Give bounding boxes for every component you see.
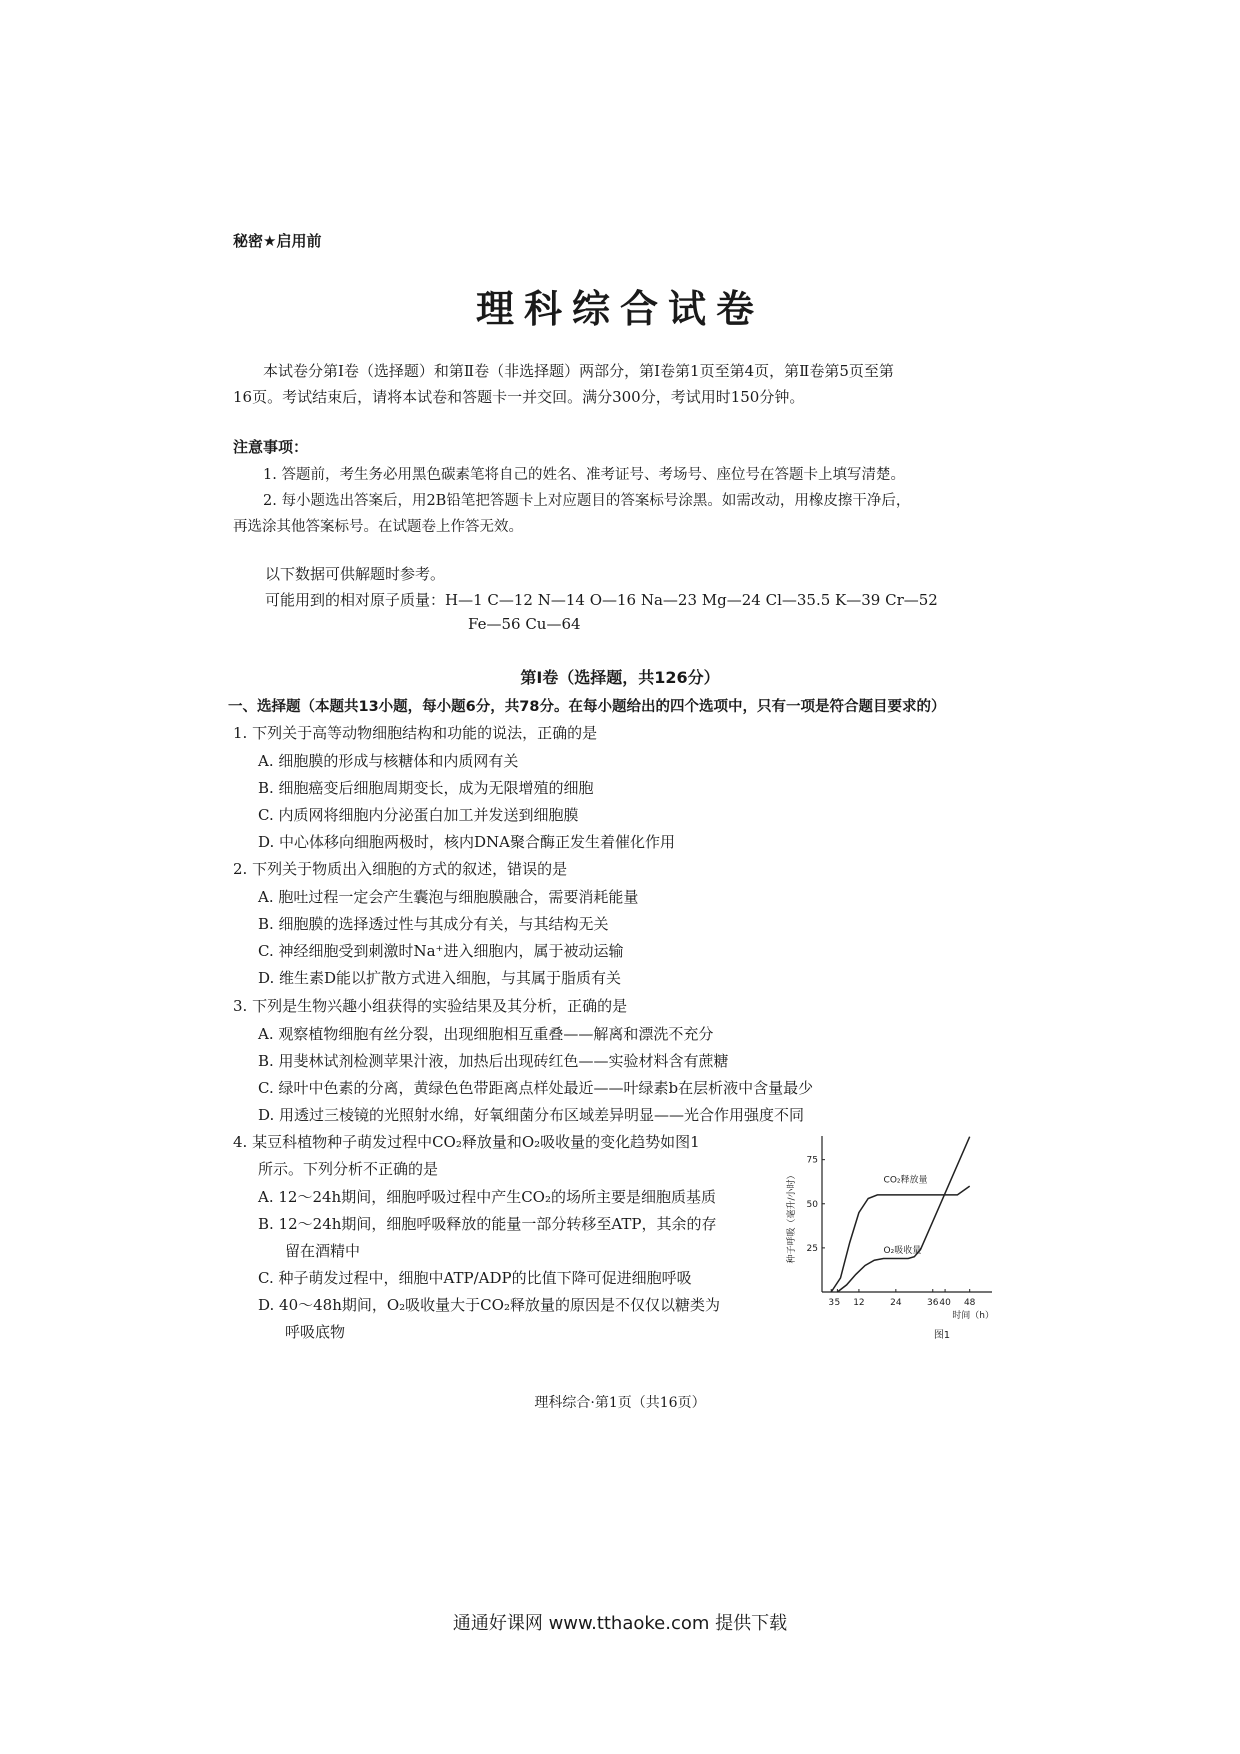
intro-line-2: 16页。考试结束后，请将本试卷和答题卡一并交回。满分300分，考试用时150分钟。 [233,388,805,406]
page-footer: 理科综合·第1页（共16页） [534,1395,706,1411]
x-tick-label: 12 [853,1298,865,1308]
question-1-option-b: B. 细胞癌变后细胞周期变长，成为无限增殖的细胞 [258,779,594,797]
question-3-stem: 3. 下列是生物兴趣小组获得的实验结果及其分析，正确的是 [233,997,628,1015]
page-title: 理科综合试卷 [475,286,764,331]
y-tick-label: 75 [806,1155,818,1166]
x-tick-label: 3 [828,1298,835,1308]
question-2-option-d: D. 维生素D能以扩散方式进入细胞，与其属于脂质有关 [258,969,622,987]
y-axis-label: 种子呼吸（毫升/小时） [787,1170,797,1264]
x-tick-label: 48 [963,1298,976,1308]
x-axis-label: 时间（h） [952,1311,994,1321]
question-4-stem: 4. 某豆科植物种子萌发过程中CO₂释放量和O₂吸收量的变化趋势如图1 [233,1133,700,1151]
notice-item-2-line-2: 再选涂其他答案标号。在试题卷上作答无效。 [233,519,523,535]
part-heading: 一、选择题（本题共13小题，每小题6分，共78分。在每小题给出的四个选项中，只有一项是符合题目要求的） [228,699,946,715]
question-1-option-d: D. 中心体移向细胞两极时，核内DNA聚合酶正发生着催化作用 [258,833,676,851]
question-3-option-a: A. 观察植物细胞有丝分裂，出现细胞相互重叠——解离和漂洗不充分 [258,1025,714,1043]
question-1-stem: 1. 下列关于高等动物细胞结构和功能的说法，正确的是 [233,724,598,742]
figure-caption: 图1 [933,1330,951,1341]
x-tick-label: 24 [890,1298,902,1308]
reference-intro: 以下数据可供解题时参考。 [265,565,446,583]
question-4-option-d: D. 40～48h期间，O₂吸收量大于CO₂释放量的原因是不仅仅以糖类为 [258,1296,720,1314]
question-4-option-c: C. 种子萌发过程中，细胞中ATP/ADP的比值下降可促进细胞呼吸 [258,1269,692,1287]
question-2-option-a: A. 胞吐过程一定会产生囊泡与细胞膜融合，需要消耗能量 [258,888,639,906]
x-tick-label: 36 [927,1298,939,1308]
intro-paragraph [233,358,1023,410]
y-tick-label: 25 [806,1243,818,1254]
notice-item-2-line-1: 2. 每小题选出答案后，用2B铅笔把答题卡上对应题目的答案标号涂黑。如需改动，用橡皮擦干净后， [263,493,911,509]
co2-series-label: CO₂释放量 [883,1175,928,1186]
section-title: 第Ⅰ卷（选择题，共126分） [520,668,720,687]
x-tick-label: 5 [834,1298,841,1308]
chart-axes [822,1136,992,1292]
chart-labels [785,1156,994,1341]
question-4-option-b-cont: 留在酒精中 [285,1242,361,1260]
o2-uptake-line [837,1137,969,1292]
question-2-stem: 2. 下列关于物质出入细胞的方式的叙述，错误的是 [233,860,568,878]
notice-heading: 注意事项： [233,438,309,456]
figure-1-chart [780,1130,1020,1350]
question-4-stem-cont: 所示。下列分析不正确的是 [258,1160,439,1178]
question-2-option-c: C. 神经细胞受到刺激时Na⁺进入细胞内，属于被动运输 [258,942,624,960]
secret-label: 秘密★启用前 [233,232,322,250]
question-3-option-c: C. 绿叶中色素的分离，黄绿色色带距离点样处最近——叶绿素b在层析液中含量最少 [258,1079,814,1097]
question-4-option-b: B. 12～24h期间，细胞呼吸释放的能量一部分转移至ATP，其余的存 [258,1215,717,1233]
question-1-option-c: C. 内质网将细胞内分泌蛋白加工并发送到细胞膜 [258,806,579,824]
question-2-option-b: B. 细胞膜的选择透过性与其成分有关，与其结构无关 [258,915,609,933]
question-3-option-b: B. 用斐林试剂检测苹果汁液，加热后出现砖红色——实验材料含有蔗糖 [258,1052,729,1070]
chart-series [831,1137,970,1292]
question-3-option-d: D. 用透过三棱镜的光照射水绵，好氧细菌分布区域差异明显——光合作用强度不同 [258,1106,805,1124]
o2-series-label: O₂吸收量 [883,1246,922,1257]
atomic-mass-list: 可能用到的相对原子质量：H—1 C—12 N—14 O—16 Na—23 Mg—24 Cl—35.5 K—39 Cr—52 [265,591,938,609]
x-tick-label: 40 [939,1298,951,1308]
y-tick-label: 50 [806,1199,818,1210]
question-4-option-a: A. 12～24h期间，细胞呼吸过程中产生CO₂的场所主要是细胞质基质 [258,1188,716,1206]
download-notice: 通通好课网 www.tthaoke.com 提供下载 [452,1613,788,1634]
notice-item-1 [233,462,1023,540]
question-4-option-d-cont: 呼吸底物 [285,1323,346,1341]
co2-release-line [831,1186,970,1292]
intro-line-1: 本试卷分第Ⅰ卷（选择题）和第Ⅱ卷（非选择题）两部分，第Ⅰ卷第1页至第4页，第Ⅱ卷第5页至第 [263,362,894,380]
question-1-option-a: A. 细胞膜的形成与核糖体和内质网有关 [258,752,519,770]
notice-item-1-text: 1. 答题前，考生务必用黑色碳素笔将自己的姓名、准考证号、考场号、座位号在答题卡上填写清楚。 [263,467,905,483]
atomic-mass-list-cont: Fe—56 Cu—64 [468,615,581,633]
